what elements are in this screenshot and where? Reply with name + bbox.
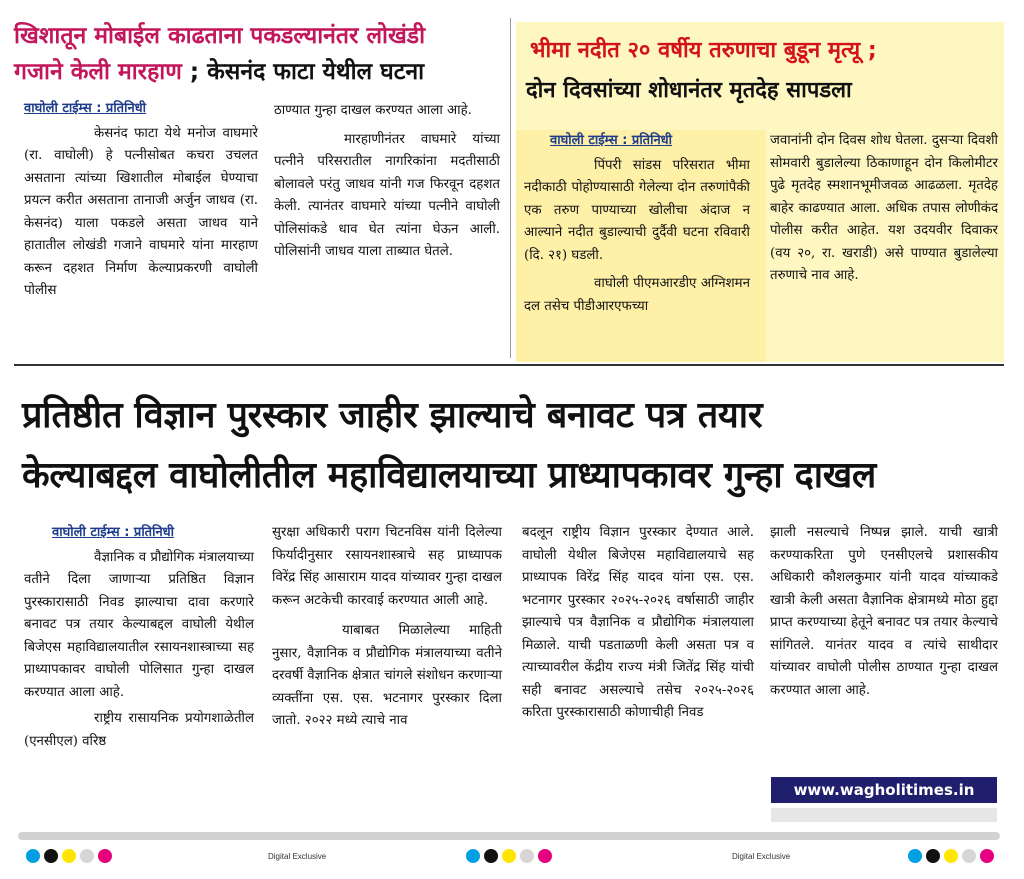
story3-column-1 [24, 522, 254, 753]
website-banner[interactable]: www.wagholitimes.in [771, 777, 997, 803]
story3-column-2 [272, 522, 502, 733]
story1-body-2b: मारहाणीनंतर वाघमारे यांच्या पत्नीने परिसरातील नागरिकांना मदतीसाठी बोलावले परंतु जाधव यांनी गज फिरवून दहशत केली. त्यानंतर वाघमारे यांच्या पत्नीने वाघोली पोलिसांकडे धाव घेत त्यांना घेऊन आली. पोलिसांनी जाधव याला ताब्यात घेतले. [274, 131, 500, 259]
story1-body-1: केसनंद फाटा येथे मनोज वाघमारे (रा. वाघोली) हे पत्नीसोबत कचरा उचलत असताना त्यांच्या खिशातील मोबाईल घेण्याचा प्रयत्न करीत असताना तानाजी अर्जुन जाधव (रा. केसनंद) याला पकडले असता जाधव याने हातातील लोखंडी गजाने वाघमारे यांना मारहाण करून दहशत निर्माण केल्याप्रकरणी वाघोली पोलीस [24, 125, 258, 298]
registration-dot-grey [80, 849, 94, 863]
story3-body-3: बदलून राष्ट्रीय विज्ञान पुरस्कार देण्यात आले. वाघोली येथील बिजेएस महाविद्यालयाचे सह प्राध्यापक विरेंद्र सिंह यादव यांना एस. एस. भटनागर पुरस्कार २०२५-२०२६ वर्षासाठी जाहीर झाल्याचे पत्र वैज्ञानिक व प्रौद्योगिक मंत्रालयाला मिळाले. याची पडताळणी केली असता पत्र व त्याच्यावरील केंद्रीय राज्य मंत्री जितेंद्र सिंह यांची सही बनावट असल्याचे तसेच २०२५-२०२६ करिता पुरस्कारासाठी कोणाचीही निवड [522, 525, 754, 720]
registration-dot-cyan [466, 849, 480, 863]
registration-dot-cyan [26, 849, 40, 863]
story3-body-1b: राष्ट्रीय रासायनिक प्रयोगशाळेतील (एनसीएल) वरिष्ठ [24, 711, 254, 749]
digital-exclusive-label-2: Digital Exclusive [732, 852, 791, 861]
story2-byline: वाघोली टाईम्स : प्रतिनिधी [550, 133, 673, 148]
story3-column-3 [522, 522, 754, 725]
column-divider [510, 18, 511, 358]
story2-headline-line2: दोन दिवसांच्या शोधानंतर मृतदेह सापडला [526, 78, 852, 103]
registration-dot-yellow [62, 849, 76, 863]
story1-body-2a: ठाण्यात गुन्हा दाखल करण्यत आला आहे. [274, 103, 472, 118]
story1-headline-line2 [14, 54, 506, 90]
section-divider [14, 364, 1004, 366]
story1-column-2 [274, 100, 500, 264]
registration-dot-magenta [980, 849, 994, 863]
story1-headline-line1: खिशातून मोबाईल काढताना पकडल्यानंतर लोखंडी [14, 23, 426, 49]
story3-column-4 [770, 522, 998, 702]
story3-body-2a: सुरक्षा अधिकारी पराग चिटनविस यांनी दिलेल्या फिर्यादीनुसार रसायनशास्त्राचे सह प्राध्यापक विरेंद्र सिंह आसाराम यादव यांच्यावर गुन्हा दाखल करून अटकेची कारवाई करण्यात आली आहे. [272, 525, 502, 608]
registration-dot-grey [520, 849, 534, 863]
registration-dot-grey [962, 849, 976, 863]
story1-headline-black: ; केसनंद फाटा येथील घटना [181, 59, 425, 85]
story1-byline: वाघोली टाईम्स : प्रतिनिधी [24, 101, 147, 116]
story3-headline-line1: प्रतिष्ठीत विज्ञान पुरस्कार जाहीर झाल्याचे बनावट पत्र तयार [22, 395, 763, 436]
story3-body-4: झाली नसल्याचे निष्पन्न झाले. याची खात्री करण्याकरिता पुणे एनसीएलचे प्रशासकीय अधिकारी कौशलकुमार यांनी यादव यांच्याकडे खात्री केली असता वैज्ञानिक क्षेत्रामध्ये मोठा हुद्दा प्राप्त करण्याच्या हेतूने बनावट पत्र तयार केल्याचे सांगितले. यानंतर यादव व त्यांचे साथीदार यांच्यावर वाघोली पोलीस ठाण्यात गुन्हा दाखल करण्यात आला आहे. [770, 525, 998, 698]
registration-dot-black [926, 849, 940, 863]
registration-dot-yellow [944, 849, 958, 863]
story2-body-1b: वाघोली पीएमआरडीए अग्निशमन दल तसेच पीडीआरएफच्या [524, 276, 750, 314]
story1-column-1 [24, 98, 258, 303]
registration-dots-center [466, 849, 552, 863]
registration-dot-black [484, 849, 498, 863]
story2-column-2 [770, 130, 998, 288]
story2-headline-line1: भीमा नदीत २० वर्षीय तरुणाचा बुडून मृत्यू ; [530, 38, 877, 63]
story2-body-1a: पिंपरी सांडस परिसरात भीमा नदीकाठी पोहोण्यासाठी गेलेल्या दोन तरुणांपैकी एक तरुण पाण्याच्या खोलीचा अंदाज न आल्याने नदीत बुडाल्याची दुर्दैवी घटना रविवारी (दि. २१) घडली. [524, 157, 750, 263]
story3-body-2b: याबाबत मिळालेल्या माहिती नुसार, वैज्ञानिक व प्रौद्योगिक मंत्रालयाच्या वतीने दरवर्षी वैज्ञानिक क्षेत्रात चांगले संशोधन करणाऱ्या व्यक्तींना एस. एस. भटनागर पुरस्कार दिला जातो. २०२२ मध्ये त्याचे नाव [272, 623, 502, 728]
registration-dot-cyan [908, 849, 922, 863]
story1-headline-pink: गजाने केली मारहाण [14, 59, 182, 85]
story3-body-1a: वैज्ञानिक व प्रौद्योगिक मंत्रालयाच्या वतीने दिला जाणाऱ्या प्रतिष्ठित विज्ञान पुरस्कारासाठी निवड झाल्याचा दावा करणारे बनावट पत्र तयार केल्याबद्दल वाघोली येथील बिजेएस महाविद्यालयातील रसायनशास्त्राच्या सह प्राध्यापकावर वाघोली पोलिसात गुन्हा दाखल करण्यात आला आहे. [24, 549, 254, 700]
registration-dot-magenta [538, 849, 552, 863]
registration-dot-yellow [502, 849, 516, 863]
story2-column-1 [524, 130, 750, 318]
registration-dots-right [908, 849, 994, 863]
story3-byline: वाघोली टाईम्स : प्रतिनिधी [52, 525, 175, 540]
bottom-bar [18, 832, 1000, 840]
story2-body-2: जवानांनी दोन दिवस शोध घेतला. दुसऱ्या दिवशी सोमवारी बुडालेल्या ठिकाणाहून दोन किलोमीटर पुढे मृतदेह स्मशानभूमीजवळ आढळला. मृतदेह बाहेर काढण्यात आला. अधिक तपास लोणीकंद पोलीस करीत आहेत. यश उदयवीर दिवाकर (वय २०, रा. खराडी) असे पाण्यात बुडालेल्या तरुणाचे नाव आहे. [770, 133, 998, 283]
grey-strip [771, 808, 997, 822]
registration-dot-magenta [98, 849, 112, 863]
registration-dots-left [26, 849, 112, 863]
registration-dot-black [44, 849, 58, 863]
digital-exclusive-label-1: Digital Exclusive [268, 852, 327, 861]
story3-headline-line2: केल्याबद्दल वाघोलीतील महाविद्यालयाच्या प्राध्यापकावर गुन्हा दाखल [22, 455, 877, 496]
